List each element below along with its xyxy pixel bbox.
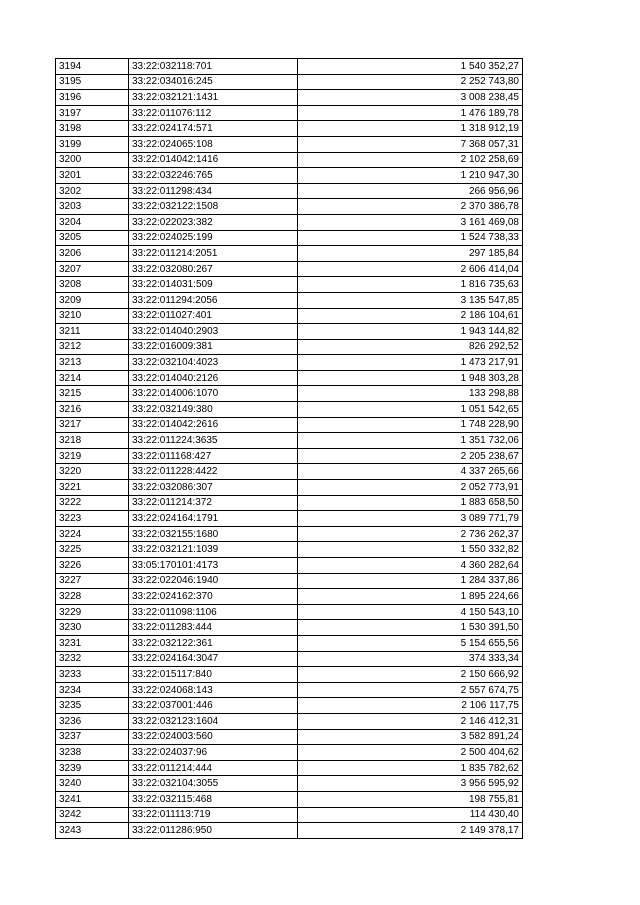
cadastral-number-cell: 33:22:034016:245 — [129, 74, 298, 90]
table-row — [56, 417, 523, 433]
table-row — [56, 823, 523, 839]
row-number-cell: 3243 — [56, 823, 129, 839]
table-row — [56, 651, 523, 667]
value-cell: 1 284 337,86 — [298, 573, 523, 589]
value-cell: 2 557 674,75 — [298, 682, 523, 698]
value-cell: 4 360 282,64 — [298, 558, 523, 574]
table-row — [56, 495, 523, 511]
cadastral-number-cell: 33:22:014006:1070 — [129, 386, 298, 402]
value-cell: 114 430,40 — [298, 807, 523, 823]
row-number-cell: 3211 — [56, 324, 129, 340]
row-number-cell: 3235 — [56, 698, 129, 714]
cadastral-value-table — [55, 58, 523, 839]
row-number-cell: 3212 — [56, 339, 129, 355]
table-row — [56, 433, 523, 449]
cadastral-number-cell: 33:22:024164:3047 — [129, 651, 298, 667]
value-cell: 3 008 238,45 — [298, 90, 523, 106]
value-cell: 266 956,96 — [298, 183, 523, 199]
row-number-cell: 3223 — [56, 511, 129, 527]
table-row — [56, 542, 523, 558]
row-number-cell: 3200 — [56, 152, 129, 168]
table-row — [56, 760, 523, 776]
row-number-cell: 3220 — [56, 464, 129, 480]
row-number-cell: 3236 — [56, 713, 129, 729]
cadastral-number-cell: 33:22:032104:4023 — [129, 355, 298, 371]
table-row — [56, 558, 523, 574]
table-row — [56, 791, 523, 807]
cadastral-number-cell: 33:22:011214:372 — [129, 495, 298, 511]
row-number-cell: 3228 — [56, 589, 129, 605]
row-number-cell: 3217 — [56, 417, 129, 433]
cadastral-number-cell: 33:22:011214:2051 — [129, 246, 298, 262]
value-cell: 2 252 743,80 — [298, 74, 523, 90]
row-number-cell: 3206 — [56, 246, 129, 262]
cadastral-number-cell: 33:22:011214:444 — [129, 760, 298, 776]
table-row — [56, 308, 523, 324]
cadastral-number-cell: 33:22:024065:108 — [129, 136, 298, 152]
cadastral-number-cell: 33:22:032118:701 — [129, 59, 298, 75]
table-row — [56, 713, 523, 729]
value-cell: 1 476 189,78 — [298, 105, 523, 121]
value-cell: 297 185,84 — [298, 246, 523, 262]
cadastral-number-cell: 33:22:011098:1106 — [129, 604, 298, 620]
row-number-cell: 3239 — [56, 760, 129, 776]
cadastral-number-cell: 33:22:014042:1416 — [129, 152, 298, 168]
table-row — [56, 105, 523, 121]
row-number-cell: 3242 — [56, 807, 129, 823]
table-row — [56, 370, 523, 386]
row-number-cell: 3232 — [56, 651, 129, 667]
row-number-cell: 3198 — [56, 121, 129, 137]
cadastral-number-cell: 33:22:032121:1431 — [129, 90, 298, 106]
value-cell: 1 524 738,33 — [298, 230, 523, 246]
row-number-cell: 3240 — [56, 776, 129, 792]
cadastral-number-cell: 33:22:024174:571 — [129, 121, 298, 137]
value-cell: 3 135 547,85 — [298, 292, 523, 308]
table-row — [56, 136, 523, 152]
row-number-cell: 3210 — [56, 308, 129, 324]
table-row — [56, 667, 523, 683]
cadastral-number-cell: 33:22:024037:96 — [129, 745, 298, 761]
table-row — [56, 74, 523, 90]
table-row — [56, 246, 523, 262]
row-number-cell: 3194 — [56, 59, 129, 75]
cadastral-number-cell: 33:22:032121:1039 — [129, 542, 298, 558]
value-cell: 2 370 386,78 — [298, 199, 523, 215]
cadastral-number-cell: 33:22:014040:2903 — [129, 324, 298, 340]
table-row — [56, 355, 523, 371]
table-row — [56, 526, 523, 542]
table-row — [56, 682, 523, 698]
cadastral-number-cell: 33:22:032155:1680 — [129, 526, 298, 542]
cadastral-number-cell: 33:22:011113:719 — [129, 807, 298, 823]
cadastral-number-cell: 33:22:014042:2616 — [129, 417, 298, 433]
cadastral-number-cell: 33:22:011224:3635 — [129, 433, 298, 449]
value-cell: 1 550 332,82 — [298, 542, 523, 558]
value-cell: 3 161 469,08 — [298, 214, 523, 230]
value-cell: 5 154 655,56 — [298, 635, 523, 651]
cadastral-number-cell: 33:22:016009:381 — [129, 339, 298, 355]
row-number-cell: 3196 — [56, 90, 129, 106]
value-cell: 826 292,52 — [298, 339, 523, 355]
row-number-cell: 3204 — [56, 214, 129, 230]
row-number-cell: 3233 — [56, 667, 129, 683]
cadastral-number-cell: 33:22:022023:382 — [129, 214, 298, 230]
row-number-cell: 3215 — [56, 386, 129, 402]
value-cell: 1 210 947,30 — [298, 168, 523, 184]
table-row — [56, 199, 523, 215]
cadastral-number-cell: 33:22:024162:370 — [129, 589, 298, 605]
row-number-cell: 3207 — [56, 261, 129, 277]
row-number-cell: 3229 — [56, 604, 129, 620]
cadastral-number-cell: 33:22:011228:4422 — [129, 464, 298, 480]
row-number-cell: 3221 — [56, 480, 129, 496]
row-number-cell: 3202 — [56, 183, 129, 199]
cadastral-number-cell: 33:22:011027:401 — [129, 308, 298, 324]
row-number-cell: 3231 — [56, 635, 129, 651]
table-row — [56, 168, 523, 184]
cadastral-number-cell: 33:22:011283:444 — [129, 620, 298, 636]
cadastral-number-cell: 33:22:015117:840 — [129, 667, 298, 683]
value-cell: 2 150 666,92 — [298, 667, 523, 683]
value-cell: 1 473 217,91 — [298, 355, 523, 371]
value-cell: 2 102 258,69 — [298, 152, 523, 168]
table-row — [56, 729, 523, 745]
table-row — [56, 230, 523, 246]
row-number-cell: 3213 — [56, 355, 129, 371]
table-row — [56, 339, 523, 355]
row-number-cell: 3218 — [56, 433, 129, 449]
value-cell: 1 948 303,28 — [298, 370, 523, 386]
cadastral-number-cell: 33:22:032246:765 — [129, 168, 298, 184]
value-cell: 3 582 891,24 — [298, 729, 523, 745]
value-cell: 4 150 543,10 — [298, 604, 523, 620]
value-cell: 2 205 238,67 — [298, 448, 523, 464]
value-cell: 2 106 117,75 — [298, 698, 523, 714]
table-row — [56, 807, 523, 823]
value-cell: 1 816 735,63 — [298, 277, 523, 293]
cadastral-number-cell: 33:22:032149:380 — [129, 402, 298, 418]
value-cell: 1 895 224,66 — [298, 589, 523, 605]
table-row — [56, 620, 523, 636]
cadastral-number-cell: 33:22:032115:468 — [129, 791, 298, 807]
row-number-cell: 3230 — [56, 620, 129, 636]
table-row — [56, 776, 523, 792]
cadastral-number-cell: 33:22:032086:307 — [129, 480, 298, 496]
table-row — [56, 277, 523, 293]
row-number-cell: 3216 — [56, 402, 129, 418]
table-row — [56, 480, 523, 496]
value-cell: 4 337 265,66 — [298, 464, 523, 480]
table-row — [56, 59, 523, 75]
table-row — [56, 448, 523, 464]
row-number-cell: 3205 — [56, 230, 129, 246]
table-row — [56, 464, 523, 480]
value-cell: 7 368 057,31 — [298, 136, 523, 152]
cadastral-number-cell: 33:22:024003:560 — [129, 729, 298, 745]
row-number-cell: 3225 — [56, 542, 129, 558]
row-number-cell: 3227 — [56, 573, 129, 589]
table-row — [56, 745, 523, 761]
cadastral-number-cell: 33:22:011286:950 — [129, 823, 298, 839]
table-row — [56, 261, 523, 277]
table-row — [56, 324, 523, 340]
value-cell: 1 540 352,27 — [298, 59, 523, 75]
cadastral-number-cell: 33:22:032122:361 — [129, 635, 298, 651]
cadastral-number-cell: 33:22:032080:267 — [129, 261, 298, 277]
row-number-cell: 3224 — [56, 526, 129, 542]
table-row — [56, 152, 523, 168]
row-number-cell: 3238 — [56, 745, 129, 761]
row-number-cell: 3208 — [56, 277, 129, 293]
value-cell: 2 149 378,17 — [298, 823, 523, 839]
row-number-cell: 3195 — [56, 74, 129, 90]
value-cell: 374 333,34 — [298, 651, 523, 667]
row-number-cell: 3237 — [56, 729, 129, 745]
cadastral-number-cell: 33:22:011294:2056 — [129, 292, 298, 308]
value-cell: 3 089 771,79 — [298, 511, 523, 527]
table-row — [56, 511, 523, 527]
value-cell: 1 943 144,82 — [298, 324, 523, 340]
table-row — [56, 292, 523, 308]
value-cell: 2 186 104,61 — [298, 308, 523, 324]
table-row — [56, 635, 523, 651]
cadastral-number-cell: 33:22:011076:112 — [129, 105, 298, 121]
value-cell: 1 351 732,06 — [298, 433, 523, 449]
value-cell: 2 736 262,37 — [298, 526, 523, 542]
row-number-cell: 3241 — [56, 791, 129, 807]
value-cell: 1 530 391,50 — [298, 620, 523, 636]
cadastral-number-cell: 33:22:011168:427 — [129, 448, 298, 464]
cadastral-number-cell: 33:22:024164:1791 — [129, 511, 298, 527]
table-row — [56, 589, 523, 605]
value-cell: 198 755,81 — [298, 791, 523, 807]
row-number-cell: 3219 — [56, 448, 129, 464]
table-row — [56, 386, 523, 402]
table-row — [56, 183, 523, 199]
row-number-cell: 3209 — [56, 292, 129, 308]
cadastral-number-cell: 33:22:032104:3055 — [129, 776, 298, 792]
cadastral-number-cell: 33:22:032123:1604 — [129, 713, 298, 729]
table-row — [56, 402, 523, 418]
table-row — [56, 698, 523, 714]
cadastral-number-cell: 33:22:032122:1508 — [129, 199, 298, 215]
table-row — [56, 90, 523, 106]
value-cell: 1 748 228,90 — [298, 417, 523, 433]
table-row — [56, 214, 523, 230]
row-number-cell: 3214 — [56, 370, 129, 386]
value-cell: 2 500 404,62 — [298, 745, 523, 761]
cadastral-number-cell: 33:22:014031:509 — [129, 277, 298, 293]
value-cell: 1 318 912,19 — [298, 121, 523, 137]
value-cell: 2 052 773,91 — [298, 480, 523, 496]
table-row — [56, 573, 523, 589]
value-cell: 2 606 414,04 — [298, 261, 523, 277]
cadastral-number-cell: 33:22:022046:1940 — [129, 573, 298, 589]
cadastral-number-cell: 33:05:170101:4173 — [129, 558, 298, 574]
table-row — [56, 121, 523, 137]
row-number-cell: 3199 — [56, 136, 129, 152]
row-number-cell: 3203 — [56, 199, 129, 215]
value-cell: 3 956 595,92 — [298, 776, 523, 792]
cadastral-number-cell: 33:22:037001:446 — [129, 698, 298, 714]
cadastral-number-cell: 33:22:011298:434 — [129, 183, 298, 199]
row-number-cell: 3226 — [56, 558, 129, 574]
value-cell: 1 051 542,65 — [298, 402, 523, 418]
value-cell: 1 883 658,50 — [298, 495, 523, 511]
value-cell: 2 146 412,31 — [298, 713, 523, 729]
row-number-cell: 3201 — [56, 168, 129, 184]
cadastral-number-cell: 33:22:014040:2126 — [129, 370, 298, 386]
value-cell: 133 298,88 — [298, 386, 523, 402]
table-body — [56, 59, 523, 839]
row-number-cell: 3222 — [56, 495, 129, 511]
row-number-cell: 3197 — [56, 105, 129, 121]
cadastral-number-cell: 33:22:024068:143 — [129, 682, 298, 698]
table-row — [56, 604, 523, 620]
row-number-cell: 3234 — [56, 682, 129, 698]
cadastral-number-cell: 33:22:024025:199 — [129, 230, 298, 246]
value-cell: 1 835 782,62 — [298, 760, 523, 776]
